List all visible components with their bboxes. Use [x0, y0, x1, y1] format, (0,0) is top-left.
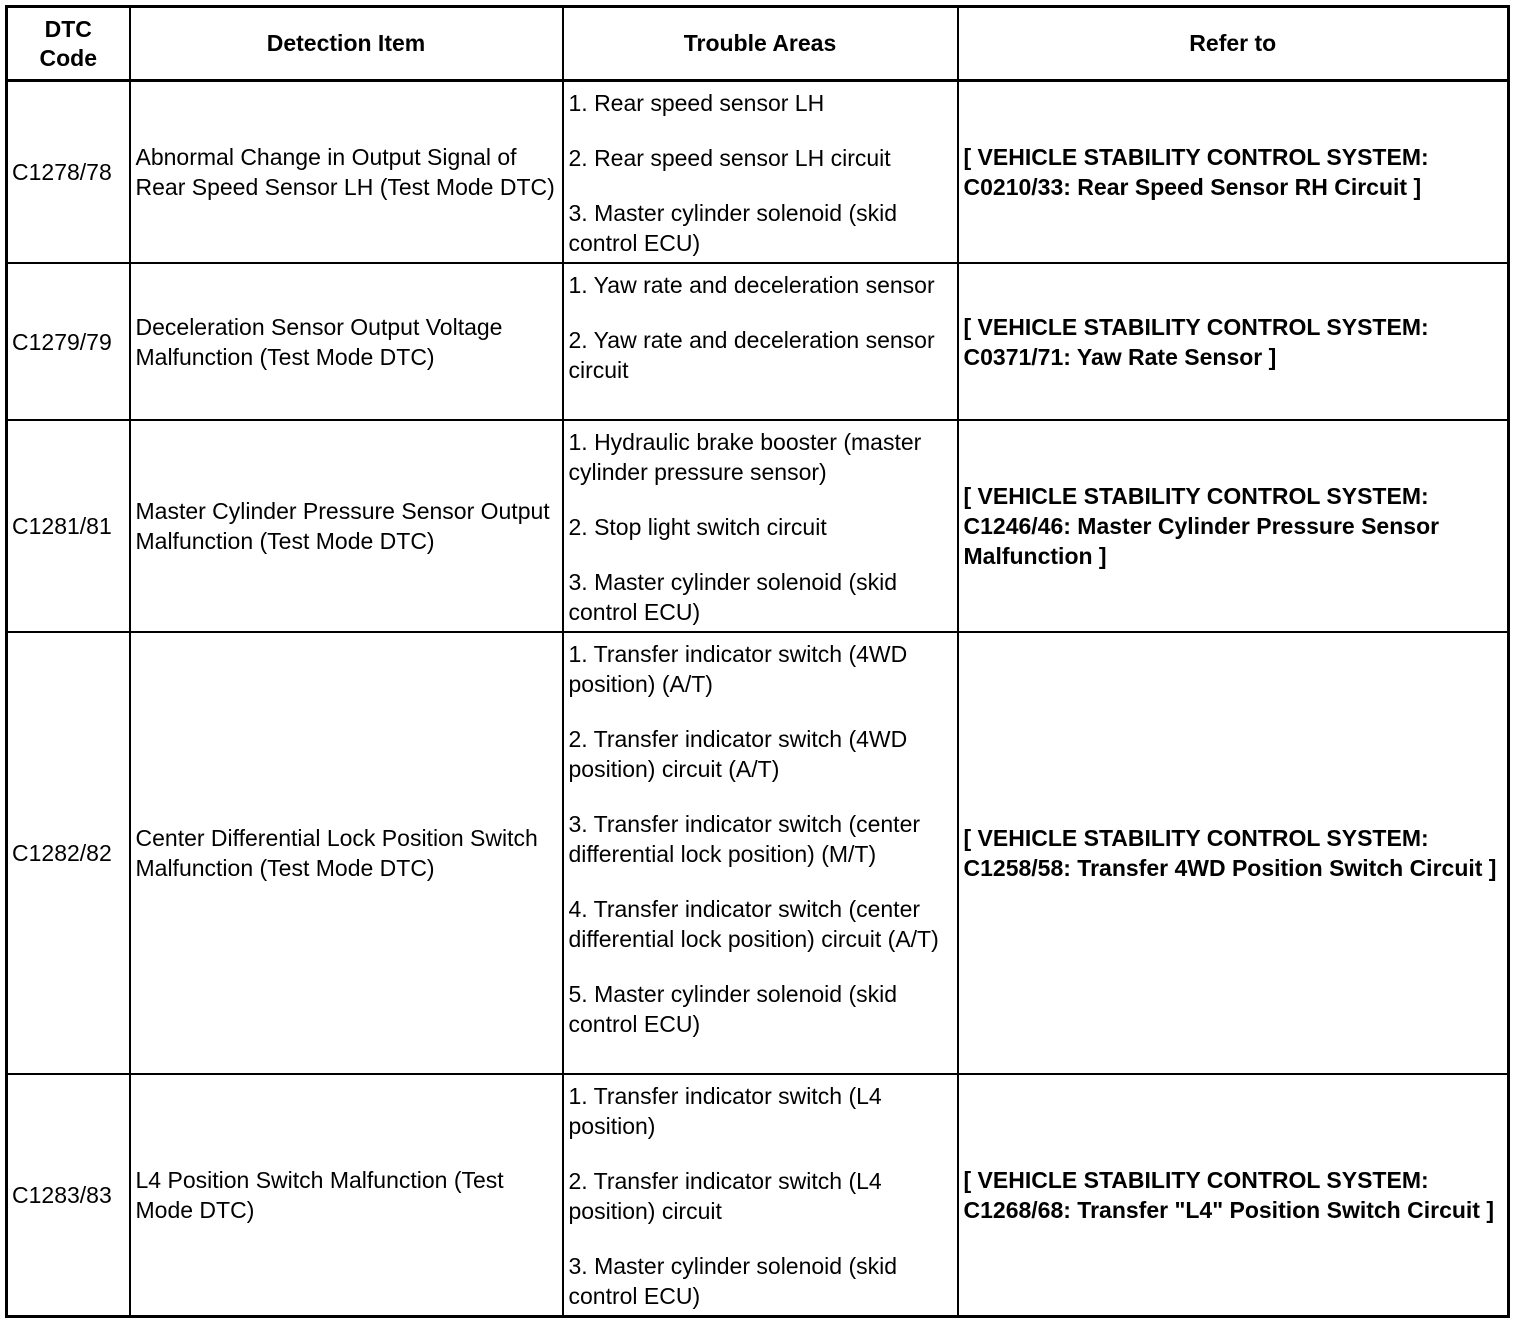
- dtc-code-cell: C1279/79: [7, 263, 130, 420]
- table-row: [7, 81, 1509, 264]
- trouble-area-item: 1. Transfer indicator switch (4WD position) (A/T): [568, 641, 908, 697]
- dtc-code-cell: C1282/82: [7, 632, 130, 1074]
- trouble-area-item: 2. Rear speed sensor LH circuit: [568, 145, 891, 171]
- refer-to-link[interactable]: [ VEHICLE STABILITY CONTROL SYSTEM: C1246/46: Master Cylinder Pressure Sensor Malfunction ]: [958, 420, 1509, 632]
- detection-item-cell: Center Differential Lock Position Switch Malfunction (Test Mode DTC): [130, 632, 563, 1074]
- header-dtc-code: DTC Code: [7, 7, 130, 81]
- trouble-area-item: 2. Stop light switch circuit: [568, 514, 827, 540]
- refer-to-link[interactable]: [ VEHICLE STABILITY CONTROL SYSTEM: C0371/71: Yaw Rate Sensor ]: [958, 263, 1509, 420]
- refer-to-link[interactable]: [ VEHICLE STABILITY CONTROL SYSTEM: C0210/33: Rear Speed Sensor RH Circuit ]: [958, 81, 1509, 264]
- header-refer-to: Refer to: [958, 7, 1509, 81]
- trouble-area-item: 3. Master cylinder solenoid (skid control ECU): [568, 569, 898, 625]
- table-body: [7, 81, 1509, 1317]
- trouble-area-item: 2. Yaw rate and deceleration sensor circuit: [568, 327, 935, 383]
- table-row: [7, 420, 1509, 632]
- detection-item-cell: L4 Position Switch Malfunction (Test Mode DTC): [130, 1074, 563, 1317]
- trouble-area-item: 1. Transfer indicator switch (L4 position): [568, 1083, 882, 1139]
- trouble-area-item: 3. Transfer indicator switch (center differential lock position) (M/T): [568, 811, 921, 867]
- detection-item-cell: Master Cylinder Pressure Sensor Output Malfunction (Test Mode DTC): [130, 420, 563, 632]
- dtc-table: [5, 5, 1510, 1318]
- header-row: [7, 7, 1509, 81]
- trouble-area-item: 2. Transfer indicator switch (4WD position) circuit (A/T): [568, 726, 908, 782]
- trouble-areas-cell: [563, 420, 958, 632]
- trouble-area-item: 3. Master cylinder solenoid (skid control ECU): [568, 200, 898, 256]
- trouble-area-item: 1. Hydraulic brake booster (master cylinder pressure sensor): [568, 429, 922, 485]
- dtc-code-cell: C1278/78: [7, 81, 130, 264]
- trouble-areas-cell: [563, 263, 958, 420]
- table-row: [7, 263, 1509, 420]
- table-header: [7, 7, 1509, 81]
- refer-to-link[interactable]: [ VEHICLE STABILITY CONTROL SYSTEM: C1268/68: Transfer "L4" Position Switch Circuit ]: [958, 1074, 1509, 1317]
- dtc-code-cell: C1281/81: [7, 420, 130, 632]
- header-trouble-areas: Trouble Areas: [563, 7, 958, 81]
- trouble-areas-cell: [563, 632, 958, 1074]
- detection-item-cell: Abnormal Change in Output Signal of Rear Speed Sensor LH (Test Mode DTC): [130, 81, 563, 264]
- refer-to-link[interactable]: [ VEHICLE STABILITY CONTROL SYSTEM: C1258/58: Transfer 4WD Position Switch Circuit ]: [958, 632, 1509, 1074]
- header-detection-item: Detection Item: [130, 7, 563, 81]
- table-row: [7, 632, 1509, 1074]
- detection-item-cell: Deceleration Sensor Output Voltage Malfunction (Test Mode DTC): [130, 263, 563, 420]
- trouble-area-item: 3. Master cylinder solenoid (skid control ECU): [568, 1253, 898, 1309]
- trouble-area-item: 5. Master cylinder solenoid (skid control ECU): [568, 981, 898, 1037]
- trouble-area-item: 4. Transfer indicator switch (center differential lock position) circuit (A/T): [568, 896, 939, 952]
- table-row: [7, 1074, 1509, 1317]
- trouble-areas-cell: [563, 81, 958, 264]
- trouble-area-item: 1. Yaw rate and deceleration sensor: [568, 272, 935, 298]
- dtc-code-cell: C1283/83: [7, 1074, 130, 1317]
- trouble-areas-cell: [563, 1074, 958, 1317]
- trouble-area-item: 1. Rear speed sensor LH: [568, 90, 825, 116]
- trouble-area-item: 2. Transfer indicator switch (L4 position) circuit: [568, 1168, 882, 1224]
